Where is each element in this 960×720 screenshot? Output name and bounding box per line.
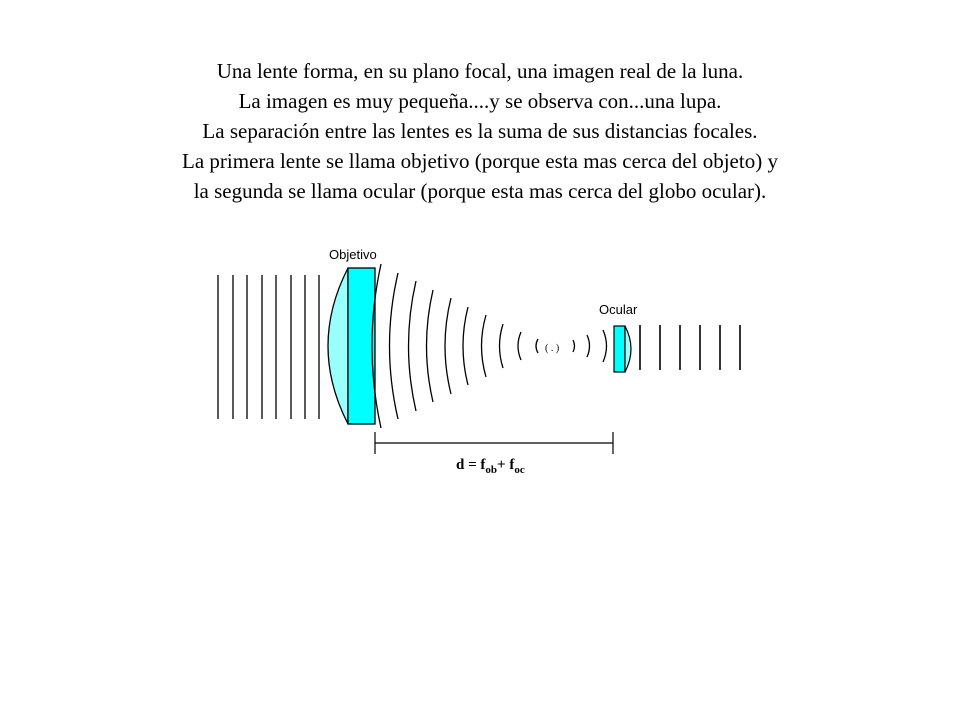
eyepiece-lens-body — [614, 326, 625, 372]
incoming-wavefronts — [218, 275, 319, 419]
converging-wavefronts — [372, 264, 538, 428]
formula-lhs: d = f — [456, 457, 486, 473]
diverging-wavefronts — [573, 330, 607, 362]
formula-sub-oc: oc — [514, 464, 525, 476]
converging-wavefront — [536, 339, 538, 353]
converging-wavefront — [500, 324, 504, 368]
caption-line-1: Una lente forma, en su plano focal, una imagen real de la luna. — [216, 59, 744, 83]
converging-wavefront — [409, 281, 417, 411]
converging-wavefront — [482, 315, 487, 377]
lens-distance-marker — [375, 432, 613, 454]
converging-wavefront — [390, 273, 399, 419]
eyepiece-lens-convex — [625, 326, 631, 372]
formula-plus: + f — [497, 457, 515, 473]
objective-lens — [328, 268, 375, 424]
distance-formula — [456, 457, 525, 476]
eyepiece-lens — [614, 326, 631, 372]
caption-line-5: la segunda se llama ocular (porque esta mas cerca del globo ocular). — [193, 179, 767, 203]
diverging-wavefront — [587, 335, 590, 357]
eyepiece-label: Ocular — [599, 302, 638, 317]
objective-label: Objetivo — [329, 247, 377, 262]
outgoing-wavefronts — [640, 325, 740, 370]
diverging-wavefront — [573, 340, 575, 352]
focal-point-marker: ( . ) — [545, 343, 560, 354]
caption-line-4: La primera lente se llama objetivo (porque esta mas cerca del objeto) y — [182, 149, 778, 173]
converging-wavefront — [518, 332, 521, 360]
objective-lens-body — [348, 268, 375, 424]
caption-line-2: La imagen es muy pequeña....y se observa con...una lupa. — [238, 89, 722, 113]
converging-wavefront — [445, 298, 451, 394]
caption-line-3: La separación entre las lentes es la suma de sus distancias focales. — [202, 119, 758, 143]
diverging-wavefront — [603, 330, 607, 362]
objective-lens-convex — [328, 268, 348, 424]
converging-wavefront — [427, 290, 434, 402]
converging-wavefront — [463, 307, 468, 385]
formula-sub-ob: ob — [485, 464, 498, 476]
